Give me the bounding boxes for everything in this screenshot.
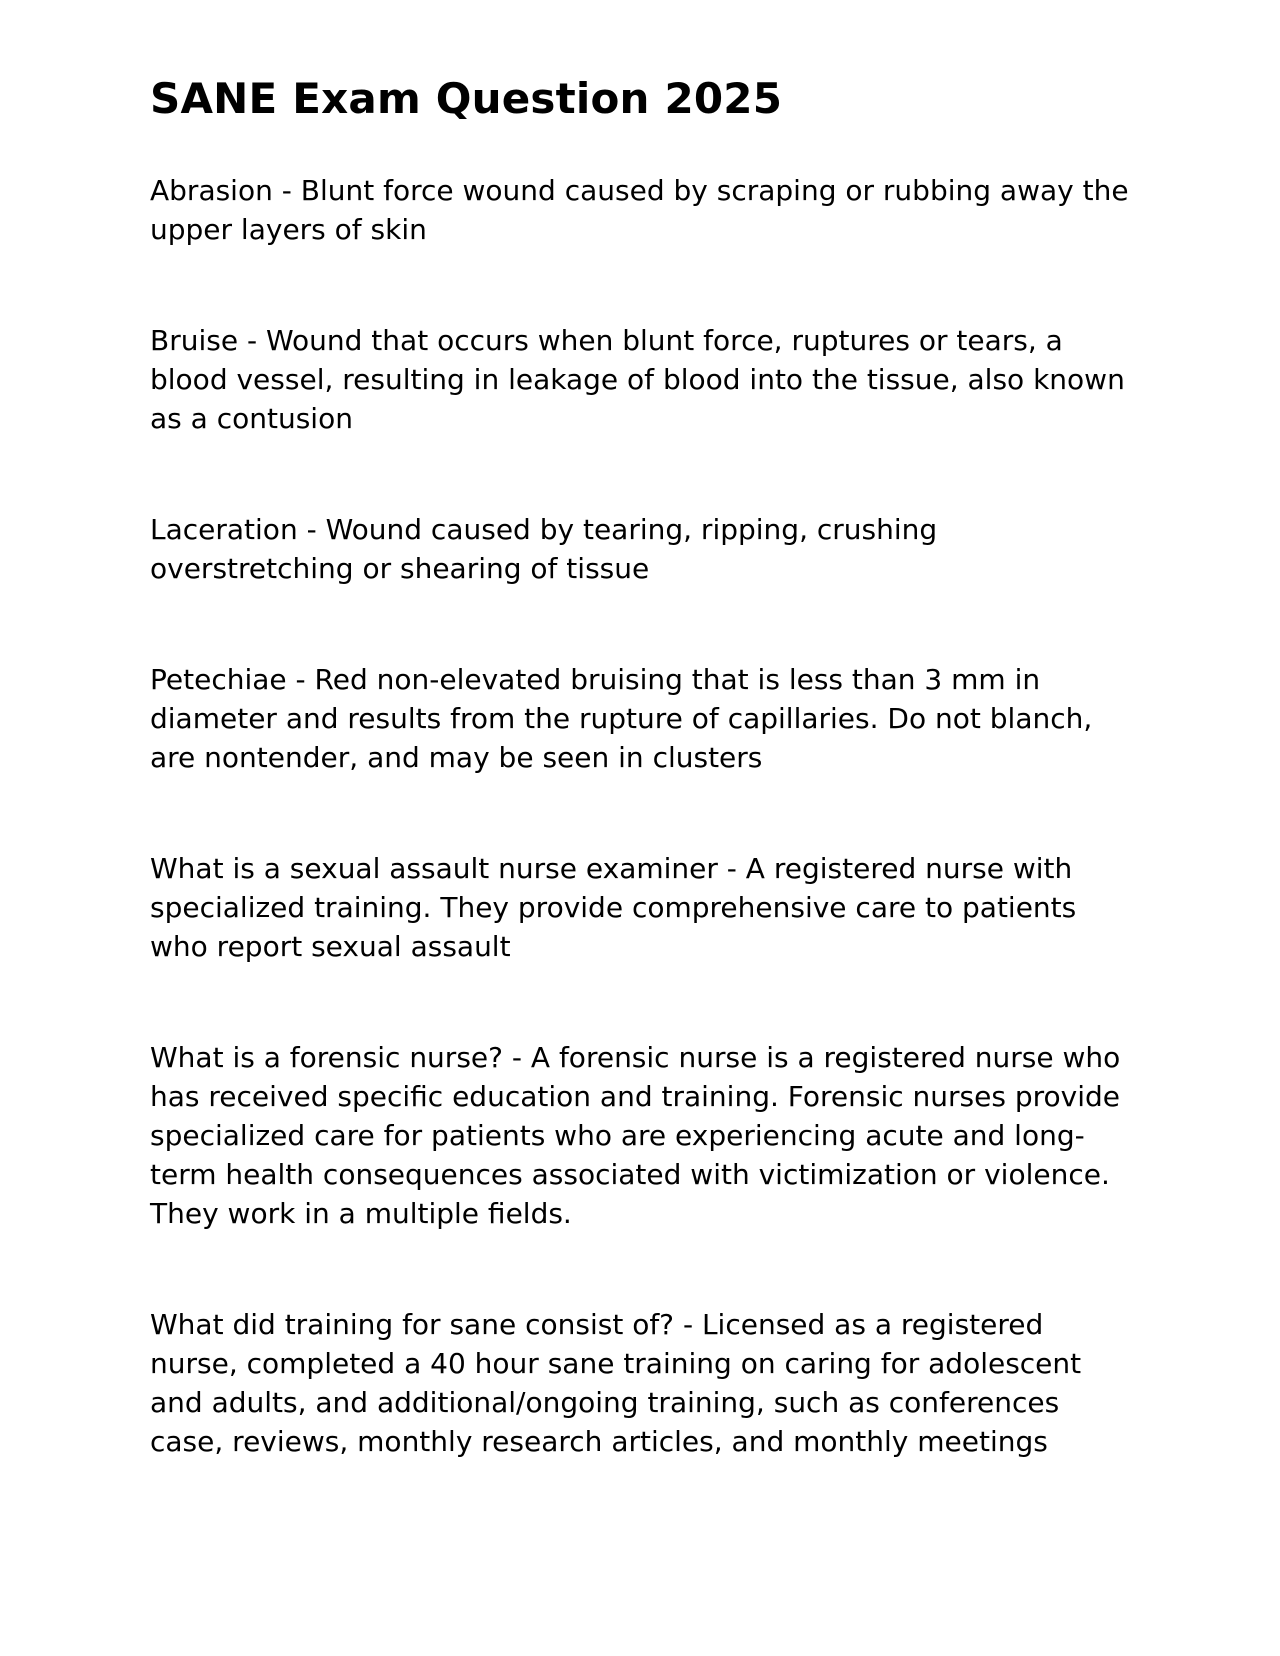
entry-forensic-nurse: What is a forensic nurse? - A forensic nurse is a registered nurse who has received specific education and training. Forensic nurses provide specialized care for patients who are experiencing acute and long-term health consequences associated with victimization or violence. They work in a multiple fields. (150, 1041, 1121, 1230)
entry-sane-definition: What is a sexual assault nurse examiner - A registered nurse with specialized training. They provide comprehensive care to patients who report sexual assault (150, 852, 1077, 963)
entry-list (150, 171, 1130, 1461)
document-title: SANE Exam Question 2025 (150, 74, 783, 123)
entry-sane-training: What did training for sane consist of? - Licensed as a registered nurse, completed a 40 hour sane training on caring for adolescent and adults, and additional/ongoing training, such as conferences case, reviews, monthly research articles, and monthly meetings (150, 1308, 1082, 1458)
entry-petechiae: Petechiae - Red non-elevated bruising that is less than 3 mm in diameter and results from the rupture of capillaries. Do not blanch, are nontender, and may be seen in clusters (150, 663, 1093, 774)
entry-bruise: Bruise - Wound that occurs when blunt force, ruptures or tears, a blood vessel, resulting in leakage of blood into the tissue, also known as a contusion (150, 324, 1125, 435)
entry-laceration: Laceration - Wound caused by tearing, ripping, crushing overstretching or shearing of tissue (150, 513, 938, 585)
entry-abrasion: Abrasion - Blunt force wound caused by scraping or rubbing away the upper layers of skin (150, 174, 1129, 246)
